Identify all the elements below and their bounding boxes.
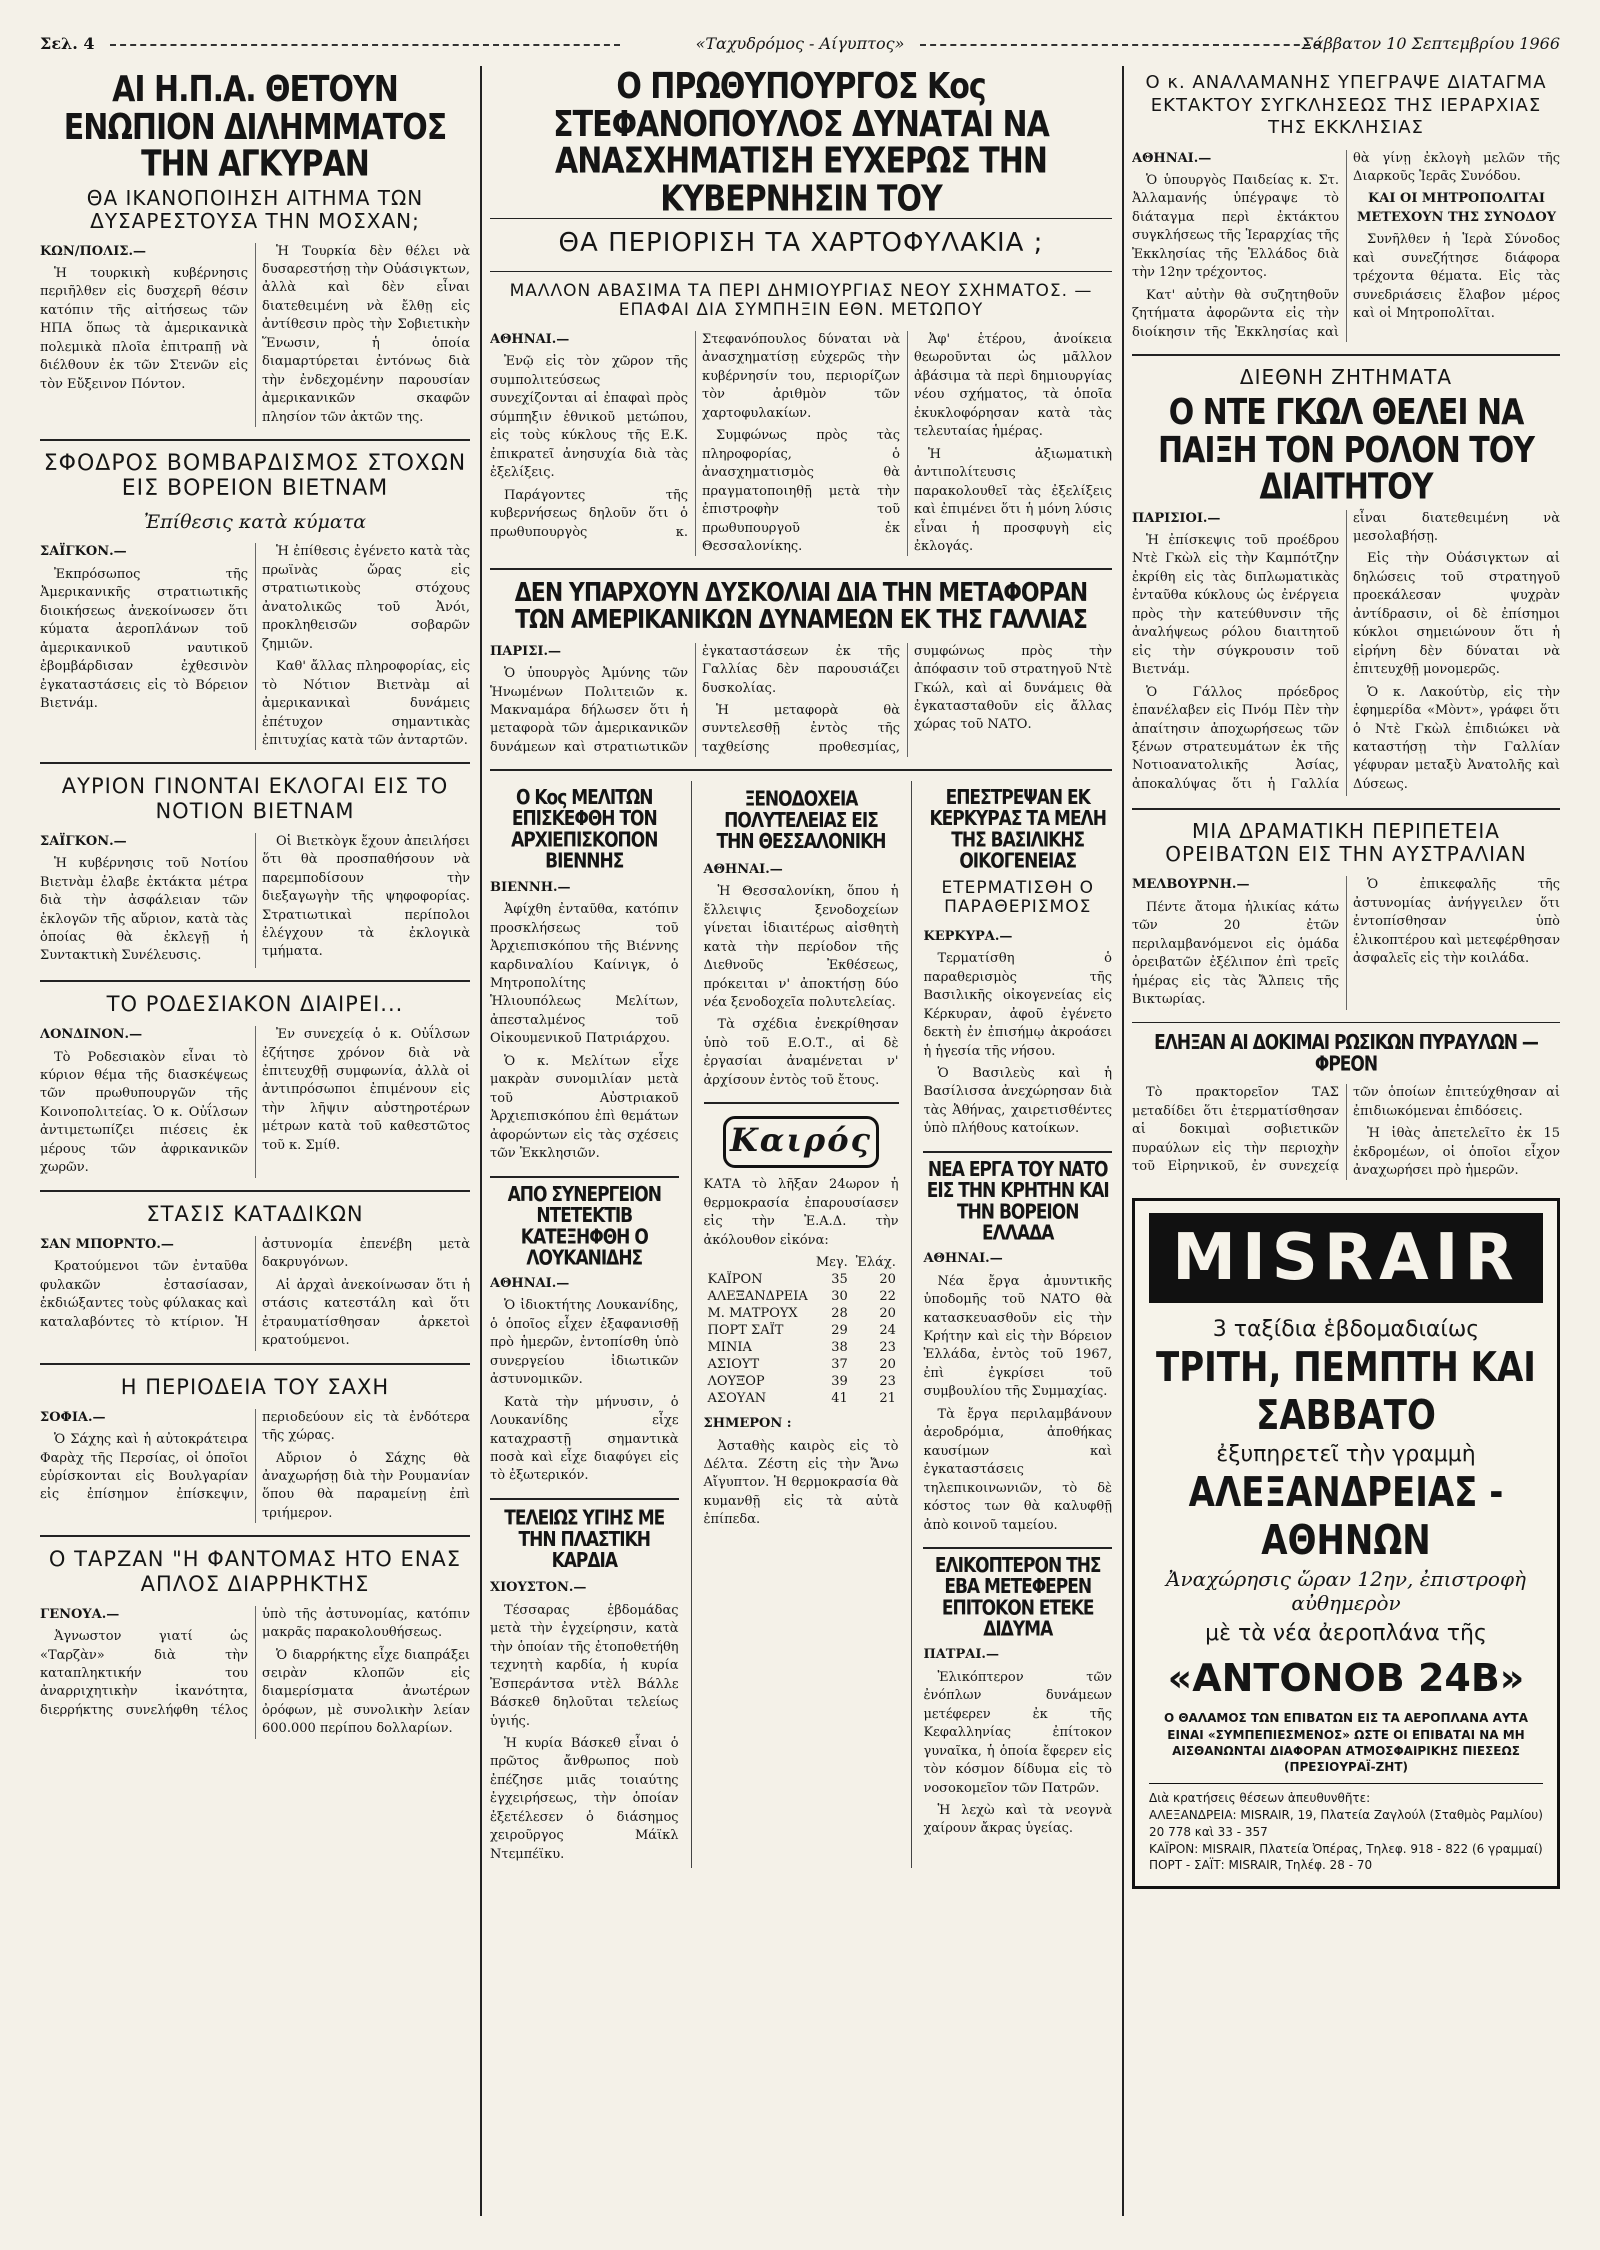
temp-min: 20	[879, 1357, 896, 1373]
article-body	[704, 861, 899, 1090]
paragraph: Ἡ τουρκικὴ κυβέρνησις περιῆλθεν εἰς δυσχερῆ θέσιν κατόπιν τῆς αἰτήσεως τῶν ΗΠΑ ὅπως τὰ ἀμερικανικὰ πολεμικὰ πλοῖα ἐπιτραπῇ νὰ διέλθουν ἐκ τῶν Στενῶν εἰς τὸν Εὔξεινον Πόντον.	[40, 265, 248, 392]
article-convicts	[40, 1202, 470, 1351]
paragraph: Ὁ ἐπικεφαλῆς τῆς ἀστυνομίας ἀνήγγειλεν ὅτι ἐντοπίσθησαν ὑπὸ ἐλικοπτέρου καὶ μετεφέρθησαν ἀσφαλεῖς εἰς τὴν κοιλάδα.	[1353, 877, 1560, 967]
paragraph: Ἡ μεταφορὰ θὰ συντελεσθῇ ἐντὸς τῆς ταχθείσης προθεσμίας, συμφώνως πρὸς τὴν ἀπόφασιν τοῦ στρατηγοῦ Ντὲ Γκώλ, καὶ αἱ δυνάμεις θὰ ἐγκατασταθοῦν εἰς ἄλλας χώρας τοῦ ΝΑΤΟ.	[702, 643, 1112, 755]
article-body	[40, 243, 470, 428]
masthead-rule-right	[920, 44, 1320, 46]
dateline: ΠΑΡΙΣΙ.—	[490, 643, 562, 659]
headline: ΜΙΑ ΔΡΑΜΑΤΙΚΗ ΠΕΡΙΠΕΤΕΙΑ ΟΡΕΙΒΑΤΩΝ ΕΙΣ ΤΗΝ ΑΥΣΤΡΑΛΙΑΝ	[1165, 819, 1527, 867]
paragraph: Ἀσταθὴς καιρὸς εἰς τὸ Δέλτα. Ζέστη εἰς τὴν Ἄνω Αἴγυπτον. Ἡ θερμοκρασία θὰ κυμανθῇ εἰς τὰ αὐτὰ ἐπίπεδα.	[703, 1438, 899, 1528]
issue-date: Σάββατον 10 Σεπτεμβρίου 1966	[1301, 34, 1560, 53]
weather-logo: Καιρός	[723, 1116, 879, 1168]
divider	[923, 1547, 1112, 1549]
divider	[40, 439, 470, 441]
dateline: ΑΘΗΝΑΙ.—	[923, 1251, 1003, 1267]
paragraph: Ἡ λεχὼ καὶ τὰ νεογνὰ χαίρουν ἄκρας ὑγείας.	[923, 1802, 1112, 1837]
paragraph: Ἐκπρόσωπος τῆς Ἀμερικανικῆς στρατιωτικῆς διοικήσεως ἀνεκοίνωσεν ὅτι κύματα ἀεροπλάνων τοῦ ἀμερικανικοῦ ναυτικοῦ ἐβομβάρδισαν ἐχθεσινὸν ἐγκαταστάσεις εἰς τὸ Βόρειον Βιετνάμ.	[40, 566, 248, 712]
subheadline: ΜΑΛΛΟΝ ΑΒΑΣΙΜΑ ΤΑ ΠΕΡΙ ΔΗΜΙΟΥΡΓΙΑΣ ΝΕΟΥ ΣΧΗΜΑΤΟΣ. — ΕΠΑΦΑΙ ΔΙΑ ΣΥΜΠΗΞΙΝ ΕΘΝ. ΜΕΤΩΠΟΥ	[509, 280, 1093, 321]
dateline: ΚΩΝ/ΠΟΛΙΣ.—	[40, 243, 146, 259]
paragraph: Συνῆλθεν ἡ Ἱερὰ Σύνοδος καὶ συνεζήτησε διάφορα τρέχοντα θέματα. Εἰς τὰς συνεδριάσεις ἔλαβον μέρος καὶ οἱ Μητροπολῖται.	[1353, 232, 1560, 322]
headline: ΣΤΑΣΙΣ ΚΑΤΑΔΙΚΩΝ	[146, 1201, 364, 1226]
ad-days: ΤΡΙΤΗ, ΠΕΜΠΤΗ ΚΑΙ ΣΑΒΒΑΤΟ	[1156, 1344, 1536, 1441]
divider	[923, 1151, 1112, 1153]
misrair-advertisement	[1132, 1198, 1560, 1889]
table-row	[704, 1390, 900, 1407]
paragraph: Καθ' ἄλλας πληροφορίας, εἰς τὸ Νότιον Βιετνὰμ αἱ ἀμερικανικαὶ δυνάμεις ἐπέτυχον σημαντικὰς ἐπιτυχίας κατὰ τῶν ἀνταρτῶν.	[262, 659, 470, 748]
temperature-table	[704, 1254, 900, 1407]
temp-min: 21	[879, 1391, 896, 1407]
table-row	[704, 1373, 900, 1390]
article-corfu	[923, 786, 1112, 1138]
divider	[490, 1498, 679, 1500]
headline: ΣΦΟΔΡΟΣ ΒΟΜΒΑΡΔΙΣΜΟΣ ΣΤΟΧΩΝ ΕΙΣ ΒΟΡΕΙΟΝ ΒΙΕΤΝΑΜ	[43, 451, 467, 502]
article-shah	[40, 1375, 470, 1524]
article-body	[1132, 1084, 1560, 1180]
article-body	[490, 331, 1112, 556]
temp-min: 23	[879, 1340, 896, 1356]
right-column	[1132, 66, 1560, 2216]
article-body	[40, 543, 470, 750]
temp-max: 29	[831, 1323, 848, 1339]
dateline: ΛΟΝΔΙΝΟΝ.—	[40, 1027, 143, 1043]
table-row	[704, 1288, 900, 1305]
dateline: ΣΑΝ ΜΠΟΡΝΤΟ.—	[40, 1236, 174, 1252]
temp-max: 41	[831, 1391, 848, 1407]
headline: ΑΥΡΙΟΝ ΓΙΝΟΝΤΑΙ ΕΚΛΟΓΑΙ ΕΙΣ ΤΟ ΝΟΤΙΟΝ ΒΙΕΤΝΑΜ	[61, 774, 449, 823]
paragraph: Ἡ ἀξιωματικὴ ἀντιπολίτευσις παρακολουθεῖ τὰς ἐξελίξεις καὶ ἐπιμένει ὅτι ἡ μόνη λύσις εἶναι ἡ προσφυγὴ εἰς ἐκλογάς.	[914, 446, 1112, 554]
paragraph: Τὸ Ροδεσιακὸν εἶναι τὸ κύριον θέμα τῆς διασκέψεως τῶν πρωθυπουργῶν τῆς Κοινοπολιτείας. Ὁ κ. Οὐΐλσων ἀντιμετωπίζει πιέσεις ἐκ μέρους τῶν ἀφρικανικῶν χωρῶν.	[40, 1049, 248, 1176]
article-us-forces	[490, 579, 1112, 757]
divider	[490, 568, 1112, 570]
headline: ΝΕΑ ΕΡΓΑ ΤΟΥ ΝΑΤΟ ΕΙΣ ΤΗΝ ΚΡΗΤΗΝ ΚΑΙ ΤΗΝ ΒΟΡΕΙΟΝ ΕΛΛΑΔΑ	[926, 1157, 1109, 1245]
headline: ΤΟ ΡΟΔΕΣΙΑΚΟΝ ΔΙΑΙΡΕΙ...	[106, 991, 404, 1016]
article-rhodesia	[40, 992, 470, 1178]
paragraph: Ὁ Βασιλεὺς καὶ ἡ Βασίλισσα ἀνεχώρησαν διὰ τὰς Ἀθήνας, χαιρετισθέντες ὑπὸ πλήθους κατοίκων.	[923, 1065, 1112, 1137]
dateline: ΜΕΛΒΟΥΡΝΗ.—	[1132, 877, 1250, 893]
paragraph: Ὁ ὑπουργὸς Παιδείας κ. Στ. Ἀλλαμανής ὑπέγραψε τὸ διάταγμα περὶ ἐκτάκτου συγκλήσεως τῆς Ἱεραρχίας τῆς Ἐκκλησίας τῆς Ἑλλάδος διὰ τὴν 12ην τρέχοντος.	[1132, 172, 1339, 281]
dateline: ΣΑΪΓΚΟΝ.—	[40, 833, 127, 849]
article-body	[1132, 876, 1560, 1009]
temp-max: 39	[831, 1374, 848, 1390]
paragraph: Ἀφίχθη ἐνταῦθα, κατόπιν προσκλήσεως τοῦ Ἀρχιεπισκόπου τῆς Βιέννης καρδιναλίου Καίνιγκ, ὁ Μητροπολίτης Ἡλιουπόλεως Μελίτων, ἀπεσταλμένος τοῦ Οἰκουμενικοῦ Πατριάρχου.	[490, 902, 679, 1047]
article-body	[923, 928, 1112, 1139]
headline: Η ΠΕΡΙΟΔΕΙΑ ΤΟΥ ΣΑΧΗ	[120, 1374, 390, 1399]
article-body	[40, 833, 470, 968]
city: ΠΟΡΤ ΣΑΪΤ	[707, 1323, 784, 1339]
divider	[40, 980, 470, 982]
headline: ΔΕΝ ΥΠΑΡΧΟΥΝ ΔΥΣΚΟΛΙΑΙ ΔΙΑ ΤΗΝ ΜΕΤΑΦΟΡΑΝ ΤΩΝ ΑΜΕΡΙΚΑΝΙΚΩΝ ΔΥΝΑΜΕΩΝ ΕΚ ΤΗΣ ΓΑΛΛΙΑΣ	[514, 579, 1088, 636]
article-body	[40, 1026, 470, 1178]
dateline: ΚΕΡΚΥΡΑ.—	[923, 928, 1013, 944]
divider	[40, 762, 470, 764]
paper-name: «Ταχυδρόμος - Αίγυπτος»	[695, 34, 905, 53]
table-row	[704, 1271, 900, 1288]
dateline: ΣΑΪΓΚΟΝ.—	[40, 544, 127, 560]
divider	[40, 1363, 470, 1365]
paragraph: Κατὰ τὴν μήνυσιν, ὁ Λουκανίδης εἶχε καταχραστῇ σημαντικὰ ποσὰ καὶ εἶχε διαφύγει εἰς τὸ ἐξωτερικόν.	[490, 1394, 679, 1484]
divider	[490, 769, 1112, 771]
misrair-logo: MISRAIR	[1149, 1213, 1543, 1303]
column-header: Μεγ.	[815, 1255, 848, 1271]
paragraph: Ὁ Γάλλος πρόεδρος ἐπανέλαβεν εἰς Πνόμ Πὲν τὴν ἀπαίτησιν ἀποχωρήσεως τῶν ξένων στρατευμάτων ἐκ τῆς Νοτιοανατολικῆς Ἀσίας, ἀποκαλύψας ὅτι ἡ Γαλλία εἶναι διατεθειμένη νὰ μεσολαβήσῃ.	[1132, 510, 1560, 792]
article-vietnam-elections	[40, 774, 470, 967]
table-header	[704, 1254, 900, 1271]
headline: Ο ΤΑΡΖΑΝ "Η ΦΑΝΤΟΜΑΣ ΗΤΟ ΕΝΑΣ ΑΠΛΟΣ ΔΙΑΡΡΗΚΤΗΣ	[48, 1547, 462, 1596]
paragraph: Ὁ κ. Μελίτων εἶχε μακρὰν συνομιλίαν μετὰ τοῦ Αὐστριακοῦ Ἀρχιεπισκόπου ἐπὶ θεμάτων ἀφορώντων εἰς τὰς σχέσεις τῶν Ἐκκλησιῶν.	[490, 1053, 679, 1162]
article-body	[40, 1606, 470, 1739]
article-body	[490, 1579, 679, 1864]
paragraph: Ὁ ὑπουργὸς Ἀμύνης τῶν Ἡνωμένων Πολιτειῶν κ. Μακναμάρα δήλωσεν ὅτι ἡ μεταφορὰ τῶν ἀμερικανικῶν δυνάμεων καὶ στρατιωτικῶν ἐγκαταστάσεων ἐκ τῆς Γαλλίας δὲν παρουσιάζει δυσκολίας.	[490, 643, 900, 755]
divider	[1132, 808, 1560, 810]
article-body	[40, 1236, 470, 1351]
city: ΑΛΕΞΑΝΔΡΕΙΑ	[707, 1289, 808, 1305]
temp-min: 24	[879, 1323, 896, 1339]
table-row	[704, 1356, 900, 1373]
paragraph: Εἰς τὴν Οὐάσιγκτων αἱ δηλώσεις τοῦ στρατηγοῦ προεκάλεσαν ψυχρὰν ἀντίδρασιν, οἱ δὲ ἐπίσημοι κύκλοι σημειώνουν ὅτι ἡ εἰρήνη δὲν δύναται νὰ ἐπιτευχθῇ μονομερῶς.	[1353, 551, 1560, 678]
temp-max: 30	[831, 1289, 848, 1305]
article-body	[923, 1646, 1112, 1839]
paragraph: Αἱ ἀρχαὶ ἀνεκοίνωσαν ὅτι ἡ στάσις κατεστάλη καὶ ὅτι ἐτραυματίσθησαν ἀρκετοὶ κρατούμενοι.	[262, 1277, 470, 1349]
contact-address: ΚΑΪΡΟΝ: MISRAIR, Πλατεία Ὀπέρας, Τηλεφ. 918 - 822 (6 γραμμαί)	[1149, 1841, 1543, 1856]
headline: Ο ΠΡΩΘΥΠΟΥΡΓΟΣ Κος ΣΤΕΦΑΝΟΠΟΥΛΟΣ ΔΥΝΑΤΑΙ ΝΑ ΑΝΑΣΧΗΜΑΤΙΣΗ ΕΥΧΕΡΩΣ ΤΗΝ ΚΥΒΕΡΝΗΣΙΝ ΤΟΥ	[553, 66, 1049, 220]
paragraph: Ἡ κυβέρνησις τοῦ Νοτίου Βιετνὰμ ἐλαβε ἐκτάκτα μέτρα διὰ τὴν ἀσφάλειαν τῶν ἐκλογῶν τῆς αὔριον, κατὰ τὰς ὁποίας θὰ ἐκλεγῇ ἡ Συντακτικὴ Συνέλευσις.	[40, 856, 248, 964]
article-body	[1132, 150, 1560, 343]
headline: Ο κ. ΑΝΑΛΑΜΑΝΗΣ ΥΠΕΓΡΑΨΕ ΔΙΑΤΑΓΜΑ ΕΚΤΑΚΤΟΥ ΣΥΓΚΛΗΣΕΩΣ ΤΗΣ ΙΕΡΑΡΧΙΑΣ ΤΗΣ ΕΚΚΛΗΣΙΑΣ	[1145, 72, 1547, 138]
paragraph: Ἀγνωστον γιατί ὡς «Ταρζὰν» διὰ τὴν καταπληκτικήν του ἀναρριχητικὴν ἱκανότητα, διερρήκτης συνελήφθη τέλος ὑπὸ τῆς ἀστυνομίας, κατόπιν μακρᾶς παρακολουθήσεως.	[40, 1606, 470, 1718]
table-row	[704, 1339, 900, 1356]
city: ΑΣΟΥΑΝ	[707, 1391, 767, 1407]
paragraph: Ἡ ἱθὰς ἀπετελεῖτο ἐκ 15 ἐκδρομέων, οἱ ὁποῖοι εἶχον ἀναχωρήσει πρὸ ἡμερῶν.	[1353, 1126, 1560, 1178]
article-body	[1132, 510, 1560, 797]
page-number: Σελ. 4	[40, 34, 95, 53]
column-rule	[1122, 66, 1124, 2216]
weather-today	[704, 1415, 899, 1530]
headline: ΞΕΝΟΔΟΧΕΙΑ ΠΟΛΥΤΕΛΕΙΑΣ ΕΙΣ ΤΗΝ ΘΕΣΣΑΛΟΝΙΚΗ	[716, 788, 886, 854]
article-archbishop	[1132, 72, 1560, 342]
article-body	[40, 1409, 470, 1524]
article-body	[490, 643, 1112, 758]
sub-column	[490, 781, 679, 1868]
dateline: ΣΟΦΙΑ.—	[40, 1409, 106, 1425]
ad-route: ΑΛΕΞΑΝΔΡΕΙΑΣ - ΑΘΗΝΩΝ	[1188, 1469, 1504, 1566]
paragraph: Ἡ Θεσσαλονίκη, ὅπου ἡ ἔλλειψις ξενοδοχείων γίνεται ἰδιαιτέρως αἰσθητὴ κατὰ τὴν περίοδον τῆς Διεθνοῦς Ἐκθέσεως, πρόκειται ν' ἀποκτήσῃ δύο νέα ξενοδοχεῖα πολυτελείας.	[703, 884, 899, 1011]
article-degaulle	[1132, 392, 1560, 796]
divider	[490, 271, 1112, 272]
article-detective	[490, 1182, 679, 1486]
paragraph: Οἱ Βιετκὸγκ ἔχουν ἀπειλήσει ὅτι θὰ προσπαθήσουν νὰ παρεμποδίσουν τὴν διεξαγωγὴν τῆς ψηφοφορίας. Στρατιωτικαὶ περίπολοι ἐλέγχουν τὰ ἐκλογικὰ τμήματα.	[262, 833, 470, 960]
paragraph: Ὁ κ. Λακούτὺρ, εἰς τὴν ἐφημερίδα «Μὸντ», γράφει ὅτι ὁ Ντὲ Γκὼλ ἐπιδιώκει νὰ καταστήσῃ τὴν Γαλλίαν γέφυραν μεταξὺ Ἀνατολῆς καὶ Δύσεως.	[1353, 684, 1560, 792]
divider	[490, 1176, 679, 1178]
column-header: Ἐλάχ.	[855, 1255, 896, 1271]
temp-min: 20	[879, 1306, 896, 1322]
headline: Ο Κος ΜΕΛΙΤΩΝ ΕΠΙΣΚΕΦΘΗ ΤΟΝ ΑΡΧΙΕΠΙΣΚΟΠΟΝ ΒΙΕΝΝΗΣ	[511, 786, 658, 874]
subheadline: Ἐπίθεσις κατὰ κύματα	[143, 510, 367, 533]
dateline: ΠΑΤΡΑΙ.—	[923, 1647, 999, 1663]
sub-column	[704, 781, 899, 1868]
headline: ΑΠΟ ΣΥΝΕΡΓΕΙΟΝ ΝΤΕΤΕΚΤΙΒ ΚΑΤΕΞΗΦΘΗ Ο ΛΟΥΚΑΝΙΔΗΣ	[507, 1182, 661, 1270]
paragraph: Αὔριον ὁ Σάχης θὰ ἀναχωρήσῃ διὰ τὴν Ρουμανίαν ὅπου θὰ παραμείνῃ ἐπὶ τριήμερον.	[262, 1450, 470, 1521]
headline: ΑΙ Η.Π.Α. ΘΕΤΟΥΝ ΕΝΩΠΙΟΝ ΔΙΛΗΜΜΑΤΟΣ ΤΗΝ ΑΓΚΥΡΑΝ	[63, 69, 447, 185]
paragraph: Τὰ ἔργα περιλαμβάνουν ἀεροδρόμια, ἀποθήκας καυσίμων καὶ ἐγκαταστάσεις τηλεπικοινωνιῶν, τὸ δὲ κόστος των θὰ καλυφθῇ ἀπὸ κοινοῦ ταμείου.	[923, 1406, 1112, 1533]
paragraph: Νέα ἔργα ἀμυντικῆς ὑποδομῆς τοῦ ΝΑΤΟ θὰ κατασκευασθοῦν εἰς τὴν Κρήτην καὶ εἰς τὴν Βόρειον Ἑλλάδα, ἐντὸς τοῦ 1967, ἐπὶ ἐγκρίσει τοῦ συμβουλίου τῆς Συμμαχίας.	[923, 1273, 1112, 1400]
city: ΛΟΥΞΟΡ	[707, 1374, 765, 1390]
column-rule	[691, 781, 692, 1868]
article-vietnam-bombing	[40, 451, 470, 750]
column-rule	[911, 781, 912, 1868]
paragraph: Ὁ ἰδιοκτήτης Λουκανίδης, ὁ ὁποῖος εἶχεν ἐξαφανισθῇ πρὸ ἡμερῶν, ἐντοπίσθη ὑπὸ συνεργείου ἰδιωτικῶν ἀστυνομικῶν.	[490, 1298, 679, 1388]
paragraph: Τὸ πρακτορεῖον ΤΑΣ μεταδίδει ὅτι ἐτερματίσθησαν αἱ δοκιμαὶ σοβιετικῶν πυραύλων εἰς τὴν περιοχὴν τοῦ Εἰρηνικοῦ, ἐν συνεχείᾳ τῶν ὁποίων ἐπιτεύχθησαν αἱ ἐπιδιωκόμεναι ἐπιδόσεις.	[1132, 1085, 1560, 1174]
temp-min: 22	[879, 1289, 896, 1305]
table-row	[704, 1322, 900, 1339]
paragraph: Τὰ σχέδια ἐνεκρίθησαν ὑπὸ τοῦ Ε.Ο.Τ., αἱ δὲ ἐργασίαι ἀναμένεται ν' ἀρχίσουν ἐντὸς τοῦ ἔτους.	[703, 1017, 899, 1088]
divider	[40, 1190, 470, 1192]
article-tarzan	[40, 1547, 470, 1738]
weather-intro: ΚΑΤΑ τὸ λῆξαν 24ωρον ἡ θερμοκρασία ἐπαρουσίασεν εἰς τὴν Ἐ.Α.Δ. τὴν ἀκόλουθον εἰκόνα:	[703, 1177, 899, 1248]
masthead	[40, 34, 1560, 58]
paragraph: Παράγοντες τῆς κυβερνήσεως δηλοῦν ὅτι ὁ πρωθυπουργὸς κ. Στεφανόπουλος δύναται νὰ ἀνασχηματίσῃ εὐχερῶς τὴν κυβέρνησίν του, περιορίζων τὸν ἀριθμὸν τῶν χαρτοφυλακίων.	[490, 331, 900, 540]
subheadline: ΕΤΕΡΜΑΤΙΣΘΗ Ο ΠΑΡΑΘΕΡΙΣΜΟΣ	[941, 877, 1094, 918]
subheadline: ΘΑ ΠΕΡΙΟΡΙΣΗ ΤΑ ΧΑΡΤΟΦΥΛΑΚΙΑ ;	[558, 228, 1044, 258]
article-body	[490, 1275, 679, 1486]
ad-line: 3 ταξίδια ἑβδομαδιαίως	[1212, 1317, 1480, 1343]
divider	[704, 1102, 899, 1104]
divider	[1132, 354, 1560, 356]
temp-min: 23	[879, 1374, 896, 1390]
paragraph: Ἡ ἐπίθεσις ἐγένετο κατὰ τὰς πρωϊνὰς ὥρας εἰς στρατιωτικοὺς στόχους ἀνατολικῶς τοῦ Ἀνόι, προκληθεισῶν σοβαρῶν ζημιῶν.	[262, 544, 470, 652]
article-nuclear-tests	[1132, 1030, 1560, 1181]
article-usa-turkey	[40, 69, 470, 427]
paragraph: Ἐνῷ εἰς τὸν χῶρον τῆς συμπολιτεύσεως συνεχίζονται αἱ ἐπαφαὶ πρὸς σύμπηξιν ἐθνικοῦ μετώπου, εἰς τοὺς κύκλους τῆς Ε.Κ. ἐπικρατεῖ ἀνησυχία διὰ τὰς ἐξελίξεις.	[490, 354, 688, 481]
headline: ΕΛΗΞΑΝ ΑΙ ΔΟΚΙΜΑΙ ΡΩΣΙΚΩΝ ΠΥΡΑΥΛΩΝ — ΦΡΕΟΝ	[1154, 1030, 1538, 1076]
paragraph: Ὁ Σάχης καὶ ἡ αὐτοκράτειρα Φαρὰχ τῆς Περσίας, οἱ ὁποῖοι εὑρίσκονται εἰς Βουλγαρίαν εἰς ἐπίσημον ἐπίσκεψιν, περιοδεύουν εἰς τὰ ἐνδότερα τῆς χώρας.	[40, 1409, 470, 1503]
paragraph: Ἡ ἐπίσκεψις τοῦ προέδρου Ντὲ Γκὼλ εἰς τὴν Καμπότζην ἐκρίθη εἰς τὰς διπλωματικὰς ἐνταῦθα κύκλους ὡς ἐνέργεια πρὸς τὴν κατεύθυνσιν τῆς ἀναλήψεως ρόλου διαιτητοῦ εἰς τὴν σύγκρουσιν τοῦ Βιετνάμ.	[1132, 532, 1339, 678]
dateline: ΑΘΗΝΑΙ.—	[490, 331, 570, 347]
column-rule	[480, 66, 482, 2216]
left-column	[40, 66, 470, 2216]
dateline: ΓΕΝΟΥΑ.—	[40, 1606, 120, 1622]
article-climbers	[1132, 820, 1560, 1009]
city: ΑΣΙΟΥΤ	[707, 1357, 760, 1373]
headline: ΕΛΙΚΟΠΤΕΡΟΝ ΤΗΣ ΕΒΑ ΜΕΤΕΦΕΡΕΝ ΕΠΙΤΟΚΟΝ ΕΤΕΚΕ ΔΙΔΥΜΑ	[934, 1554, 1101, 1641]
headline: ΤΕΛΕΙΩΣ ΥΓΙΗΣ ΜΕ ΤΗΝ ΠΛΑΣΤΙΚΗ ΚΑΡΔΙΑ	[504, 1506, 665, 1573]
temp-max: 38	[831, 1340, 848, 1356]
lower-middle-columns	[490, 781, 1112, 1868]
article-body	[923, 1250, 1112, 1535]
paragraph: Κατ' αὐτὴν θὰ συζητηθοῦν ζητήματα ἀφορῶντα εἰς τὴν διοίκησιν τῆς Ἐκκλησίας καὶ θὰ γίνῃ ἐκλογὴ μελῶν τῆς Διαρκοῦς Ἱερᾶς Συνόδου.	[1132, 150, 1560, 340]
subheadline: ΘΑ ΙΚΑΝΟΠΟΙΗΣΗ ΑΙΤΗΜΑ ΤΩΝ ΔΥΣΑΡΕΣΤΟΥΣΑ ΤΗΝ ΜΟΣΧΑΝ;	[86, 185, 424, 233]
contact-address: ΠΟΡΤ - ΣΑΪΤ: MISRAIR, Τηλέφ. 28 - 70	[1149, 1858, 1373, 1873]
article-heart	[490, 1506, 679, 1864]
middle-column	[490, 66, 1112, 2216]
ad-caption: Ο ΘΑΛΑΜΟΣ ΤΩΝ ΕΠΙΒΑΤΩΝ ΕΙΣ ΤΑ ΑΕΡΟΠΛΑΝΑ ΑΥΤΑ ΕΙΝΑΙ «ΣΥΜΠΕΠΙΕΣΜΕΝΟΣ» ΩΣΤΕ ΟΙ ΕΠΙΒΑΤΑΙ ΝΑ ΜΗ ΑΙΣΘΑΝΩΝΤΑΙ ΔΙΑΦΟΡΑΝ ΑΤΜΟΣΦΑΙΡΙΚΗΣ ΠΙΕΣΕΩΣ (ΠΡΕΣΙΟΥΡΑΪ-ΖΗΤ)	[1163, 1711, 1529, 1775]
table-row	[704, 1305, 900, 1322]
paragraph: Τέσσαρας ἑβδομάδας μετὰ τὴν ἐγχείρησιν, κατὰ τὴν ὁποίαν τῆς ἐτοποθετήθη τεχνητὴ καρδία, ἡ κυρία Ἐσπεράντσα ντὲλ Βάλλε Βάσκεθ δηλοῦται τελείως ὑγιής.	[490, 1602, 679, 1729]
contact-address: ΑΛΕΞΑΝΔΡΕΙΑ: MISRAIR, 19, Πλατεία Ζαγλούλ (Σταθμὸς Ραμλίου) 20 778 καὶ 33 - 357	[1149, 1808, 1543, 1839]
city: ΚΑΪΡΟΝ	[707, 1272, 763, 1288]
inline-subhead: ΚΑΙ ΟΙ ΜΗΤΡΟΠΟΛΙΤΑΙ ΜΕΤΕΧΟΥΝ ΤΗΣ ΣΥΝΟΔΟΥ	[1356, 191, 1557, 225]
article-prime-minister	[490, 66, 1112, 556]
dateline: ΑΘΗΝΑΙ.—	[490, 1275, 570, 1291]
paragraph: Ὁ διαρρήκτης εἶχε διαπράξει σειρὰν κλοπῶν εἰς διαμερίσματα ἀνωτέρων ὀρόφων, μὲ συνολικὴν λείαν 600.000 περίπου δολλαρίων.	[262, 1647, 470, 1737]
temp-max: 37	[831, 1357, 848, 1373]
article-hotels	[703, 788, 899, 1090]
dateline: ΠΑΡΙΣΙΟΙ.—	[1132, 510, 1221, 526]
weather-box	[704, 1116, 899, 1530]
dateline: ΑΘΗΝΑΙ.—	[703, 861, 783, 877]
paragraph: Ἐλικόπτερον τῶν ἐνόπλων δυνάμεων μετέφερεν ἐκ τῆς Κεφαλληνίας ἐπίτοκον γυναῖκα, ἡ ὁποία ἔφερεν εἰς τὸν κόσμον δίδυμα εἰς τὸ νοσοκομεῖον τῶν Πατρῶν.	[923, 1669, 1112, 1796]
temp-max: 28	[831, 1306, 848, 1322]
ad-line: μὲ τὰ νέα ἀεροπλάνα τῆς	[1205, 1621, 1487, 1647]
divider	[40, 1535, 470, 1537]
paragraph: Ἀφ' ἑτέρου, ἀνοίκεια θεωροῦνται ὡς μᾶλλον ἀβάσιμα τὰ περὶ δημιουργίας νέου σχήματος, τὰ ὁποῖα ἐκυκλοφόρησαν κατὰ τὰς τελευταίας ἡμέρας.	[914, 331, 1112, 440]
section-label: ΔΙΕΘΝΗ ΖΗΤΗΜΑΤΑ	[1239, 365, 1453, 390]
article-body	[490, 879, 679, 1164]
sub-column	[923, 781, 1112, 1868]
article-nato	[923, 1157, 1112, 1535]
temp-max: 35	[831, 1272, 848, 1288]
paragraph: Ἐν συνεχείᾳ ὁ κ. Οὐΐλσων ἐζήτησε χρόνον διὰ νὰ ἐπιτευχθῇ συμφωνία, ἀλλὰ οἱ ἀντιπρόσωποι ἐπιμένουν εἰς τὴν λῆψιν αὐστηροτέρων μέτρων κατὰ τοῦ καθεστῶτος τοῦ κ. Σμίθ.	[262, 1027, 470, 1153]
paragraph: Ἡ Τουρκία δὲν θέλει νὰ δυσαρεστήσῃ τὴν Οὐάσιγκτων, ἀλλὰ καὶ δὲν εἶναι διατεθειμένη νὰ ἔλθῃ εἰς ἀντίθεσιν πρὸς τὴν Σοβιετικὴν Ἕνωσιν, ἡ ὁποία διαμαρτύρεται ἐντόνως διὰ τὴν ἐνδεχομένην παρουσίαν ἀμερικανικῶν σκαφῶν πλησίον τῶν ἀκτῶν της.	[262, 243, 470, 425]
article-helicopter	[923, 1554, 1112, 1839]
ad-plane-name: «ΑΝΤΟΝΟΒ 24Β»	[1167, 1656, 1525, 1701]
divider	[1132, 1022, 1560, 1023]
ad-contact	[1149, 1783, 1543, 1874]
dateline: ΑΘΗΝΑΙ.—	[1132, 150, 1212, 166]
headline: ΕΠΕΣΤΡΕΨΑΝ ΕΚ ΚΕΡΚΥΡΑΣ ΤΑ ΜΕΛΗ ΤΗΣ ΒΑΣΙΛΙΚΗΣ ΟΙΚΟΓΕΝΕΙΑΣ	[929, 786, 1106, 874]
today-label: ΣΗΜΕΡΟΝ :	[703, 1416, 792, 1432]
city: Μ. ΜΑΤΡΟΥΧ	[707, 1306, 798, 1322]
paragraph: Κρατούμενοι τῶν ἐνταῦθα φυλακῶν ἐστασίασαν, ἐκδιώξαντες τοὺς φύλακας καὶ καταλαβόντες τὸ κτίριον. Ἡ ἀστυνομία ἐπενέβη μετὰ δακρυγόνων.	[40, 1236, 470, 1330]
ad-line: ἐξυπηρετεῖ τὴν γραμμὴ	[1216, 1442, 1476, 1468]
paragraph: Πέντε ἄτομα ἡλικίας κάτω τῶν 20 ἐτῶν περιλαμβανόμενοι εἰς ὁμάδα ὀρειβατῶν ἐξέλιπον ἐπὶ τρεῖς ἡμέρας εἰς τὰς Ἄλπεις τῆς Βικτωρίας.	[1132, 899, 1339, 1008]
temp-min: 20	[879, 1272, 896, 1288]
article-meliton	[490, 786, 679, 1163]
ad-schedule: Ἀναχώρησις ὥραν 12ην, ἐπιστροφὴ αὐθημερὸν	[1166, 1567, 1526, 1616]
paragraph: Τερματίσθη ὁ παραθερισμὸς τῆς Βασιλικῆς οἰκογενείας εἰς Κέρκυραν, ἀφοῦ ἐγένετο δεκτὴ ἐν ἐπισήμῳ ἀκροάσει ἡ ἡγεσία τῆς νήσου.	[923, 951, 1112, 1059]
paragraph: Ἡ κυρία Βάσκεθ εἶναι ὁ πρῶτος ἄνθρωπος ποὺ ἐπέζησε μιᾶς τοιαύτης ἐγχειρήσεως, τὴν ὁποίαν ἐξετέλεσεν ὁ διάσημος χειροῦργος Μάϊκλ Ντεμπέϊκυ.	[490, 1736, 679, 1862]
dateline: ΧΙΟΥΣΤΟΝ.—	[490, 1580, 587, 1596]
paragraph: Συμφώνως πρὸς τὰς πληροφορίας, ὁ ἀνασχηματισμὸς θὰ πραγματοποιηθῇ μετὰ τὴν ἐπιστροφὴν τοῦ πρωθυπουργοῦ ἐκ Θεσσαλονίκης.	[702, 428, 900, 554]
headline: Ο ΝΤΕ ΓΚΩΛ ΘΕΛΕΙ ΝΑ ΠΑΙΞΗ ΤΟΝ ΡΟΛΟΝ ΤΟΥ ΔΙΑΙΤΗΤΟΥ	[1158, 392, 1534, 508]
dateline: ΒΙΕΝΝΗ.—	[490, 879, 571, 895]
city: ΜΙΝΙΑ	[707, 1340, 752, 1356]
contact-heading: Διὰ κρατήσεις θέσεων ἀπευθυνθῆτε:	[1149, 1791, 1371, 1806]
